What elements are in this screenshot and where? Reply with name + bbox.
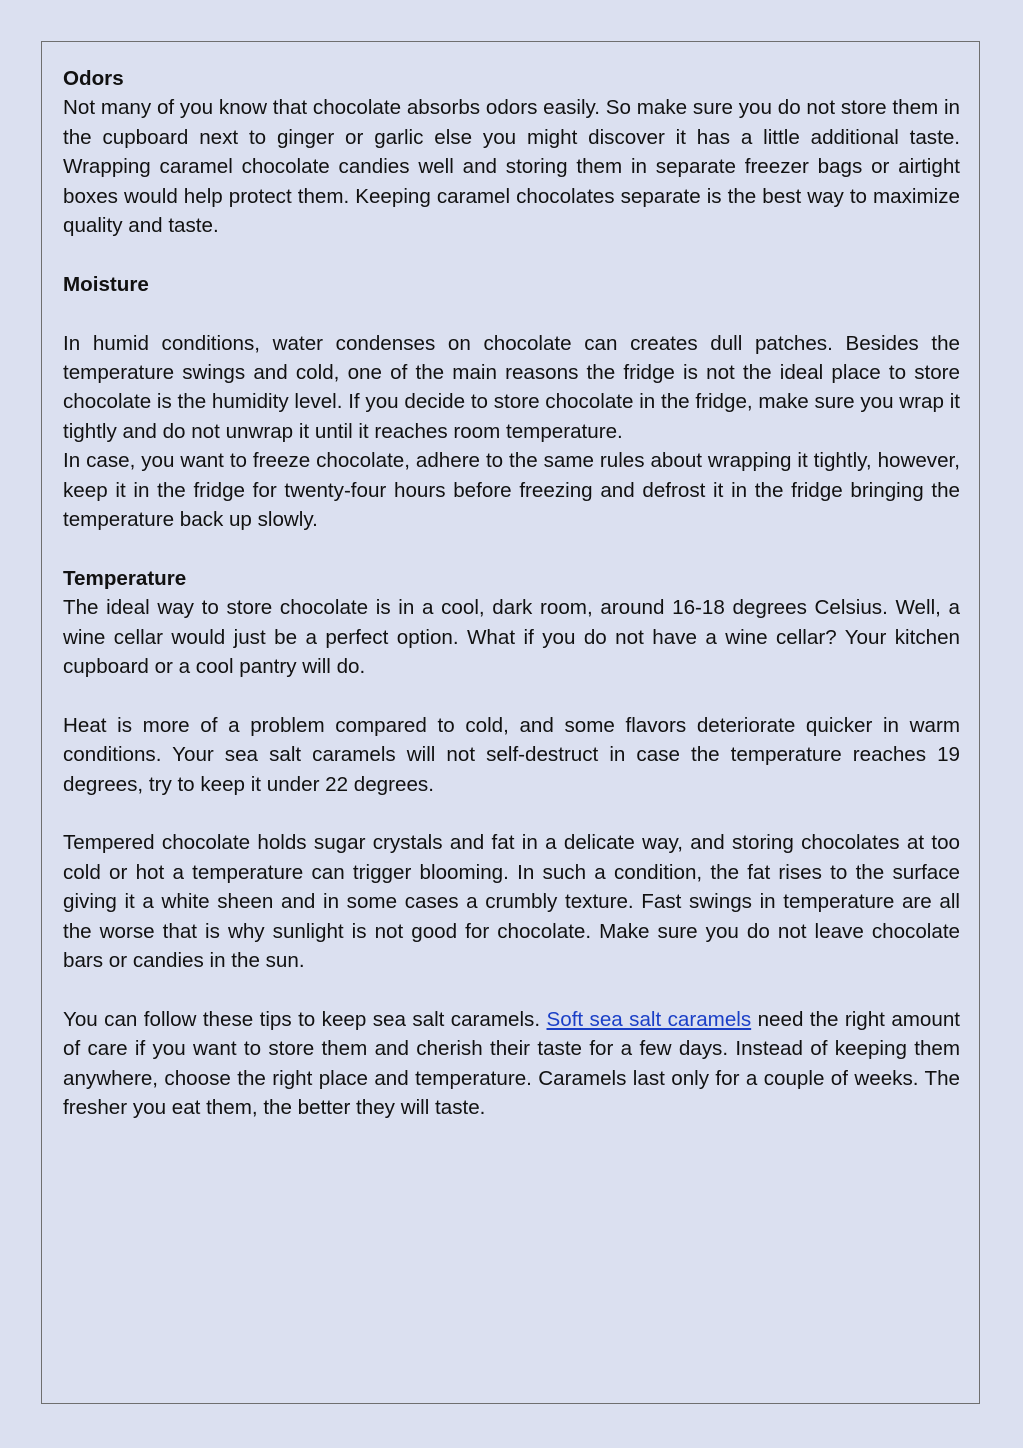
- spacer: [63, 681, 960, 710]
- closing-paragraph: [63, 1005, 960, 1123]
- temperature-paragraph-3: Tempered chocolate holds sugar crystals and fat in a delicate way, and storing chocolates at too cold or hot a temperature can trigger blooming. In such a condition, the fat rises to the surface giving it a white sheen and in some cases a crumbly texture. Fast swings in temperature are all the worse that is why sunlight is not good for chocolate. Make sure you do not leave chocolate bars or candies in the sun.: [63, 831, 960, 973]
- spacer: [63, 299, 960, 328]
- soft-sea-salt-caramels-link[interactable]: Soft sea salt caramels: [546, 1007, 752, 1031]
- spacer: [63, 976, 960, 1005]
- closing-text-after-link: need the right amount of care if you want to store them and cherish their taste for a few days. Instead of keeping them anywhere, choose the right place and temperature. Caramels last only for a couple of weeks. The fresher you eat them, the better they will taste.: [63, 1007, 961, 1120]
- temperature-paragraph-1: The ideal way to store chocolate is in a cool, dark room, around 16-18 degrees Celsius. Well, a wine cellar would just be a perfect option. What if you do not have a wine cellar? Your kitchen cupboard or a cool pantry will do.: [63, 596, 960, 679]
- temperature-heading: Temperature: [63, 566, 187, 590]
- odors-paragraph: Not many of you know that chocolate absorbs odors easily. So make sure you do not store them in the cupboard next to ginger or garlic else you might discover it has a little additional taste. Wrapping caramel chocolate candies well and storing them in separate freezer bags or airtight boxes would help protect them. Keeping caramel chocolates separate is the best way to maximize quality and taste.: [63, 96, 960, 238]
- moisture-heading: Moisture: [63, 272, 149, 296]
- spacer: [63, 799, 960, 828]
- document-content: [63, 64, 960, 1123]
- page-frame: [41, 41, 980, 1404]
- moisture-paragraph-1: In humid conditions, water condenses on chocolate can creates dull patches. Besides the temperature swings and cold, one of the main reasons the fridge is not the ideal place to store chocolate is the humidity level. If you decide to store chocolate in the fridge, make sure you wrap it tightly and do not unwrap it until it reaches room temperature.: [63, 331, 960, 443]
- temperature-paragraph-2: Heat is more of a problem compared to cold, and some flavors deteriorate quicker in warm conditions. Your sea salt caramels will not self-destruct in case the temperature reaches 19 degrees, try to keep it under 22 degrees.: [63, 713, 960, 796]
- odors-heading: Odors: [63, 67, 124, 90]
- spacer: [63, 240, 960, 269]
- spacer: [63, 534, 960, 563]
- closing-text-before-link: You can follow these tips to keep sea salt caramels.: [63, 1007, 547, 1031]
- moisture-paragraph-2: In case, you want to freeze chocolate, adhere to the same rules about wrapping it tightly, however, keep it in the fridge for twenty-four hours before freezing and defrost it in the fridge bringing the temperature back up slowly.: [63, 449, 960, 532]
